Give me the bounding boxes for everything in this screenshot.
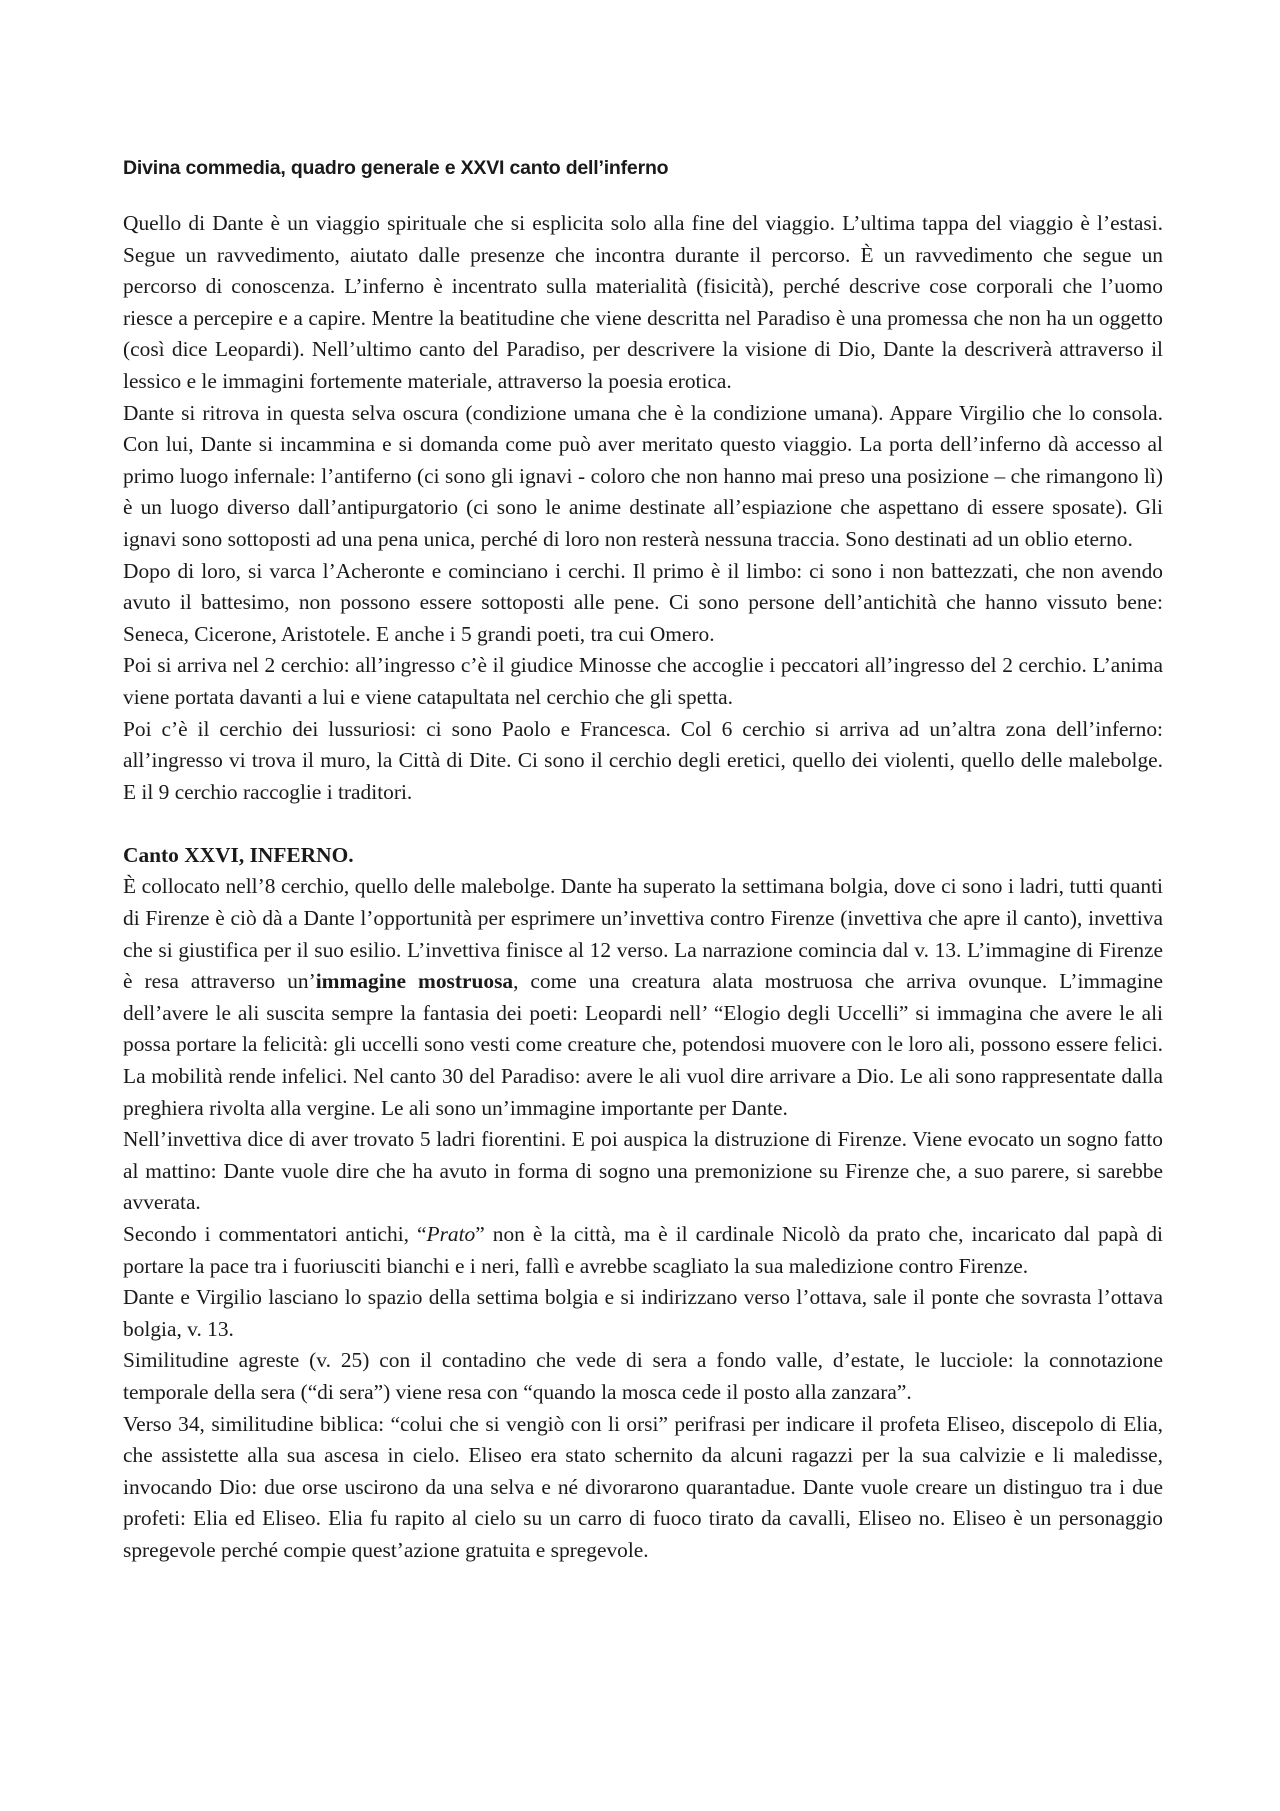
paragraph-text: È collocato nell’8 cerchio, quello delle malebolge. Dante ha superato la settimana bolgia, dove ci sono i ladri, tutti quanti di Firenze è ciò dà a Dante l’opportunità per esprimere un’invettiva contro Firenze (invettiva che apre il canto), invettiva che si giustifica per il suo esilio. L’invettiva finisce al 12 verso. La narrazione comincia dal v. 13. L’immagine di Firenze è resa attraverso un’	[123, 874, 1163, 994]
paragraph: Dopo di loro, si varca l’Acheronte e cominciano i cerchi. Il primo è il limbo: ci sono i non battezzati, che non avendo avuto il battesimo, non possono essere sottoposti alle pene. Ci sono persone dell’antichità che hanno vissuto bene: Seneca, Cicerone, Aristotele. E anche i 5 grandi poeti, tra cui Omero.	[123, 558, 1163, 646]
section-heading: Canto XXVI, INFERNO.	[123, 842, 354, 867]
paragraph	[123, 1219, 1163, 1282]
italic-word: Prato	[426, 1222, 476, 1246]
paragraph	[123, 871, 1163, 1124]
paragraph: Poi c’è il cerchio dei lussuriosi: ci sono Paolo e Francesca. Col 6 cerchio si arriva ad un’altra zona dell’inferno: all’ingresso vi trova il muro, la Città di Dite. Ci sono il cerchio degli eretici, quello dei violenti, quello delle malebolge. E il 9 cerchio raccoglie i traditori.	[123, 716, 1163, 804]
paragraph: Dante si ritrova in questa selva oscura (condizione umana che è la condizione umana). Appare Virgilio che lo consola. Con lui, Dante si incammina e si domanda come può aver meritato questo viaggio. La porta dell’inferno dà accesso al primo luogo infernale: l’antiferno (ci sono gli ignavi - coloro che non hanno mai preso una posizione – che rimangono lì) è un luogo diverso dall’antipurgatorio (ci sono le anime destinate all’espiazione che aspettano di essere sposate). Gli ignavi sono sottoposti ad una pena unica, perché di loro non resterà nessuna traccia. Sono destinati ad un oblio eterno.	[123, 400, 1163, 551]
paragraph: Verso 34, similitudine biblica: “colui che si vengiò con li orsi” perifrasi per indicare il profeta Eliseo, discepolo di Elia, che assistette alla sua ascesa in cielo. Eliseo era stato schernito da alcuni ragazzi per la sua calvizie e li maledisse, invocando Dio: due orse uscirono da una selva e né divorarono quarantadue. Dante vuole creare un distinguo tra i due profeti: Elia ed Eliseo. Elia fu rapito al cielo su un carro di fuoco tirato da cavalli, Eliseo no. Eliseo è un personaggio spregevole perché compie quest’azione gratuita e spregevole.	[123, 1411, 1163, 1562]
document-title: Divina commedia, quadro generale e XXVI canto dell’inferno	[123, 157, 669, 179]
paragraph: Poi si arriva nel 2 cerchio: all’ingresso c’è il giudice Minosse che accoglie i peccatori all’ingresso del 2 cerchio. L’anima viene portata davanti a lui e viene catapultata nel cerchio che gli spetta.	[123, 653, 1163, 709]
paragraph: Dante e Virgilio lasciano lo spazio della settima bolgia e si indirizzano verso l’ottava, sale il ponte che sovrasta l’ottava bolgia, v. 13.	[123, 1285, 1163, 1341]
paragraph-text: , come una creatura alata mostruosa che arriva ovunque. L’immagine dell’avere le ali suscita sempre la fantasia dei poeti: Leopardi nell’ “Elogio degli Uccelli” si immagina che avere le ali possa portare la felicità: gli uccelli sono vesti come creature che, potendosi muovere con le loro ali, possono essere felici. La mobilità rende infelici. Nel canto 30 del Paradiso: avere le ali vuol dire arrivare a Dio. Le ali sono rappresentate dalla preghiera rivolta alla vergine. Le ali sono un’immagine importante per Dante.	[123, 969, 1163, 1120]
paragraph-text: ” non è la città, ma è il cardinale Nicolò da prato che, incaricato dal papà di portare la pace tra i fuoriusciti bianchi e i neri, fallì e avrebbe scagliato la sua maledizione contro Firenze.	[123, 1222, 1163, 1278]
paragraph-text: Secondo i commentatori antichi, “	[123, 1222, 427, 1246]
paragraph: Similitudine agreste (v. 25) con il contadino che vede di sera a fondo valle, d’estate, le lucciole: la connotazione temporale della sera (“di sera”) viene resa con “quando la mosca cede il posto alla zanzara”.	[123, 1348, 1163, 1404]
bold-phrase: immagine mostruosa	[315, 969, 514, 994]
paragraph: Quello di Dante è un viaggio spirituale che si esplicita solo alla fine del viaggio. L’ultima tappa del viaggio è l’estasi. Segue un ravvedimento, aiutato dalle presenze che incontra durante il percorso. È un ravvedimento che segue un percorso di conoscenza. L’inferno è incentrato sulla materialità (fisicità), perché descrive cose corporali che l’uomo riesce a percepire e a capire. Mentre la beatitudine che viene descritta nel Paradiso è una promessa che non ha un oggetto (così dice Leopardi). Nell’ultimo canto del Paradiso, per descrivere la visione di Dio, Dante la descriverà attraverso il lessico e le immagini fortemente materiale, attraverso la poesia erotica.	[123, 211, 1163, 393]
paragraph: Nell’invettiva dice di aver trovato 5 ladri fiorentini. E poi auspica la distruzione di Firenze. Viene evocato un sogno fatto al mattino: Dante vuole dire che ha avuto in forma di sogno una premonizione su Firenze che, a suo parere, si sarebbe avverata.	[123, 1127, 1163, 1215]
document-page	[123, 150, 1163, 1567]
